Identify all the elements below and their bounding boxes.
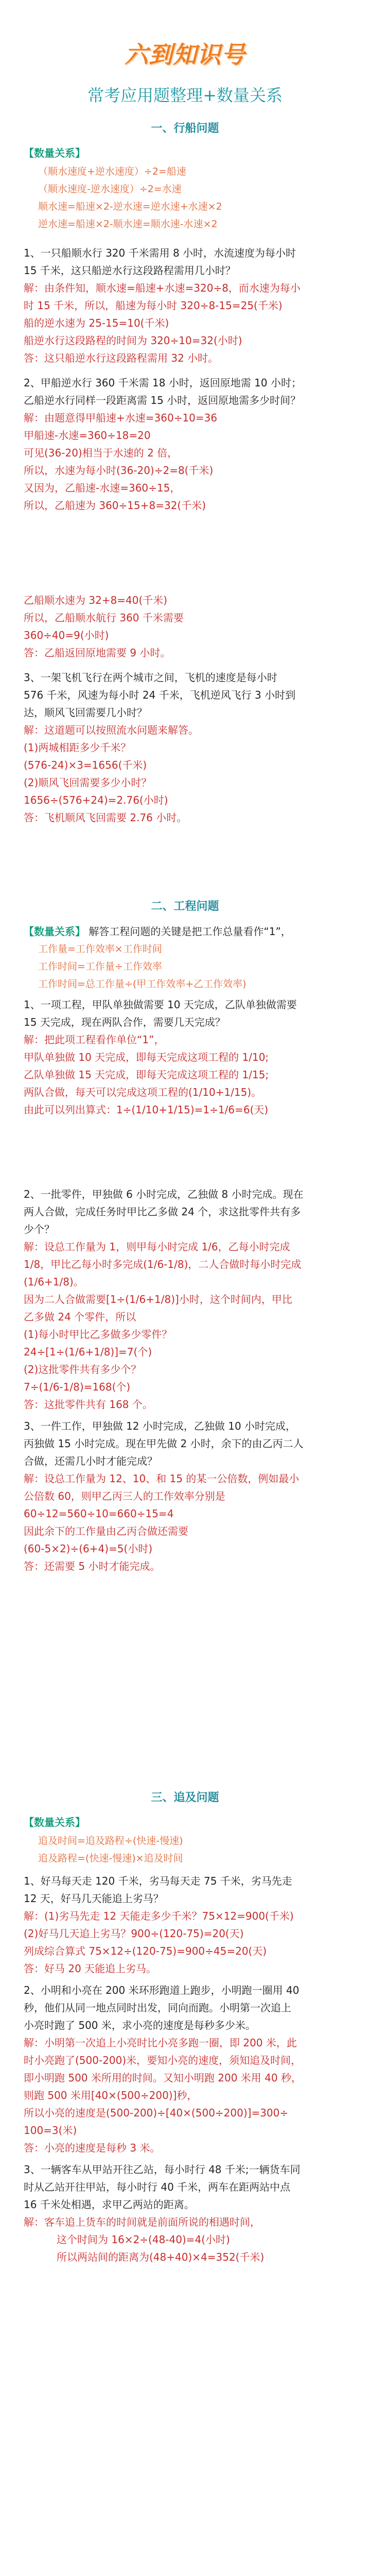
section-chase <box>24 1777 346 2266</box>
answer-line: 船逆水行这段路程的时间为 320÷10=32(小时) <box>24 334 242 347</box>
question-2 <box>24 1185 346 1238</box>
relation-line: （顺水速度-逆水速度）÷2=水速 <box>38 183 182 195</box>
answer-line: (1)每小时甲比乙多做多少零件？ <box>24 1328 172 1341</box>
answer-line: (1)两城相距多少千米？ <box>24 741 131 754</box>
answer-3 <box>24 1470 346 1575</box>
answer-line: 解：由条件知，顺水速=船速+水速=320÷8，而水速为每小 <box>24 282 301 294</box>
question-line: 1、一只船顺水行 320 千米需用 8 小时，水流速度为每小时 <box>24 247 296 259</box>
answer-line: 时 15 千米，所以，船速为每小时 320÷8-15=25(千米) <box>24 299 283 312</box>
answer-line: 所以，乙船速为 360÷15+8=32(千米) <box>24 499 206 512</box>
relation-line: 工作量=工作效率×工作时间 <box>38 943 162 955</box>
answer-line: 解：(1)劣马先走 12 天能走多少千米？75×12=900(千米) <box>24 1910 294 1922</box>
question-line: 秒，他们从同一地点同时出发，同向而跑。小明第一次追上 <box>24 2002 291 2014</box>
section-title-boat: 一、行船问题 <box>151 122 219 135</box>
answer-line: 答：还需要 5 小时才能完成。 <box>24 1560 161 1572</box>
answer-2 <box>24 409 346 514</box>
answer-line: 乙多做 24 个零件，所以 <box>24 1311 136 1323</box>
question-line: 3、一架飞机飞行在两个城市之间，飞机的速度是每小时 <box>24 671 277 684</box>
answer-1 <box>24 279 346 367</box>
relation-line: 工作时间=工作量÷工作效率 <box>38 961 162 972</box>
answer-line: 所以两站间的距离为(48+40)×4=352(千米) <box>57 2251 265 2263</box>
relation-tag: 【数量关系】 <box>24 147 85 159</box>
relation-line: （顺水速度+逆水速度）÷2=船速 <box>38 166 186 177</box>
answer-line: (2)好马几天追上劣马？900÷(120-75)=20(天) <box>24 1927 244 1940</box>
answer-line: (576-24)×3=1656(千米) <box>24 759 147 771</box>
question-line: 两人合做，完成任务时甲比乙多做 24 个，求这批零件共有多 <box>24 1206 301 1218</box>
relation-list <box>24 163 346 233</box>
answer-line: 列成综合算式 75×12÷(120-75)=900÷45=20(天) <box>24 1945 267 1957</box>
question-3 <box>24 669 346 721</box>
spacer <box>24 514 346 591</box>
answer-line: 100=3(米) <box>24 2124 77 2137</box>
answer-line: (2)顺风飞回需要多少小时？ <box>24 776 152 789</box>
answer-2 <box>24 1238 346 1413</box>
answer-line: 1/8，甲比乙每小时多完成(1/6-1/8)，二人合做时每小时完成 <box>24 1258 302 1270</box>
question-1 <box>24 1872 346 1907</box>
relation-list <box>24 1832 346 1867</box>
relation-line: 追及路程=(快速-慢速)×追及时间 <box>38 1853 183 1864</box>
relation-line: 工作时间=总工作量÷(甲工作效率+乙工作效率) <box>38 978 246 990</box>
answer-line: 由此可以列出算式：1÷(1/10+1/15)=1÷1/6=6(天) <box>24 1104 269 1116</box>
question-line: 合做，还需几小时才能完成？ <box>24 1455 157 1467</box>
answer-line: 两队合做，每天可以完成这项工程的(1/10+1/15)。 <box>24 1086 262 1098</box>
answer-line: (1/6+1/8)。 <box>24 1276 84 1288</box>
answer-line: 解：由题意得甲船速+水速=360÷10=36 <box>24 412 218 424</box>
answer-1 <box>24 1907 346 1977</box>
answer-line: 1656÷(576+24)=2.76(小时) <box>24 794 168 806</box>
answer-line: 公倍数 60，则甲乙丙三人的工作效率分别是 <box>24 1490 225 1502</box>
answer-line: 解：设总工作量为 12、10、和 15 的某一公倍数，例如最小 <box>24 1472 299 1485</box>
answer-1 <box>24 1031 346 1118</box>
answer-line: 则跑 500 米用[40×(500÷200)]秒， <box>24 2089 198 2102</box>
relation-tag: 【数量关系】 <box>24 925 85 938</box>
answer-line: 时小亮跑了(500-200)米，要知小亮的速度，须知追及时间， <box>24 2054 302 2066</box>
spacer <box>24 1118 346 1185</box>
answer-line: 所以小亮的速度是(500-200)÷[40×(500÷200)]=300÷ <box>24 2107 289 2119</box>
question-line: 乙船逆水行同样一段距离需 15 小时，返回原地需多少时间？ <box>24 394 301 406</box>
question-line: 16 千米处相遇，求甲乙两站的距离。 <box>24 2198 195 2211</box>
answer-line: 60÷12=560÷10=660÷15=4 <box>24 1507 174 1520</box>
question-line: 3、一辆客车从甲站开往乙站，每小时行 48 千米;一辆货车同 <box>24 2163 301 2176</box>
answer-line: 船的逆水速为 25-15=10(千米) <box>24 317 169 329</box>
question-line: 达，顺风飞回需要几小时？ <box>24 706 147 719</box>
relation-tag: 【数量关系】 <box>24 1816 85 1828</box>
question-line: 2、小明和小亮在 200 米环形跑道上跑步，小明跑一圈用 40 <box>24 1984 299 1996</box>
answer-line: 解：把此项工程看作单位“1”， <box>24 1033 165 1046</box>
answer-line: 又因为，乙船速-水速=360÷15， <box>24 482 181 494</box>
answer-line: 答：这批零件共有 168 个。 <box>24 1398 153 1411</box>
answer-line: 这个时间为 16×2÷(48-40)=4(小时) <box>57 2233 230 2246</box>
answer-line: 即小明跑 500 米所用的时间。又知小明跑 200 米用 40 秒， <box>24 2072 302 2084</box>
section-work <box>24 886 346 1575</box>
intro-text: 解答工程问题的关键是把工作总量看作“1”， <box>89 925 291 938</box>
relation-line: 顺水速=船速×2-逆水速=逆水速+水速×2 <box>38 201 222 212</box>
question-line: 1、一项工程，甲队单独做需要 10 天完成，乙队单独做需要 <box>24 998 297 1011</box>
question-1 <box>24 996 346 1031</box>
question-line: 2、一批零件，甲独做 6 小时完成，乙独做 8 小时完成。现在 <box>24 1188 304 1200</box>
section-boat <box>24 108 346 826</box>
answer-line: 乙船顺水速为 32+8=40(千米) <box>24 594 168 606</box>
answer-line: 7÷(1/6-1/8)=168(个) <box>24 1381 131 1393</box>
answer-line: 答：这只船逆水行这段路程需用 32 小时。 <box>24 352 219 364</box>
question-line: 1、好马每天走 120 千米，劣马每天走 75 千米，劣马先走 <box>24 1875 292 1887</box>
question-line: 15 千米，这只船逆水行这段路程需用几小时？ <box>24 264 236 277</box>
answer-line: 因此余下的工作量由乙丙合做还需要 <box>24 1525 188 1537</box>
answer-line: 答：乙船返回原地需要 9 小时。 <box>24 647 171 659</box>
answer-3 <box>24 721 346 826</box>
answer-line: 解：这道题可以按照流水问题来解答。 <box>24 724 199 736</box>
relation-line: 追及时间=追及路程÷(快速-慢速) <box>38 1835 183 1846</box>
question-2 <box>24 1981 346 2034</box>
question-line: 2、甲船逆水行 360 千米需 18 小时，返回原地需 10 小时； <box>24 377 302 389</box>
answer-line: (2)这批零件共有多少个？ <box>24 1363 142 1376</box>
question-3 <box>24 2161 346 2213</box>
question-line: 576 千米，风速为每小时 24 千米，飞机逆风飞行 3 小时到 <box>24 689 296 701</box>
question-line: 小亮时跑了 500 米，求小亮的速度是每秒多少米。 <box>24 2019 256 2031</box>
answer-line: 答：好马 20 天能追上劣马。 <box>24 1962 157 1975</box>
answer-line: 可见(36-20)相当于水速的 2 倍， <box>24 447 178 459</box>
question-line: 3、一件工作，甲独做 12 小时完成，乙独做 10 小时完成， <box>24 1420 296 1432</box>
answer-line: 解：客车追上货车的时间就是前面所说的相遇时间， <box>24 2216 260 2228</box>
page-title: 常考应用题整理+数量关系 <box>87 86 283 105</box>
section-title-work: 二、工程问题 <box>151 900 219 913</box>
answer-line: 解：设总工作量为 1，则甲每小时完成 1/6，乙每小时完成 <box>24 1241 290 1253</box>
answer-line: 甲队单独做 10 天完成，即每天完成这项工程的 1/10; <box>24 1051 269 1063</box>
question-1 <box>24 244 346 279</box>
relation-line: 逆水速=船速×2-顺水速=顺水速-水速×2 <box>38 218 218 230</box>
brand-logo: 六到知识号 <box>125 41 245 69</box>
answer-3 <box>24 2213 346 2266</box>
question-line: 12 天，好马几天能追上劣马？ <box>24 1892 164 1905</box>
answer-line: 答：飞机顺风飞回需要 2.76 小时。 <box>24 811 187 824</box>
question-3 <box>24 1417 346 1470</box>
question-line: 丙独做 15 小时完成。现在甲先做 2 小时，余下的由乙丙二人 <box>24 1437 304 1450</box>
answer-line: 所以，水速为每小时(36-20)÷2=8(千米) <box>24 464 214 477</box>
answer-line: 因为二人合做需要[1÷(1/6+1/8)]小时，这个时间内，甲比 <box>24 1293 292 1306</box>
answer-line: 甲船速-水速=360÷18=20 <box>24 429 151 442</box>
answer-line: 360÷40=9(小时) <box>24 629 109 641</box>
answer-line: 乙队单独做 15 天完成，即每天完成这项工程的 1/15; <box>24 1069 269 1081</box>
answer-line: (60-5×2)÷(6+4)=5(小时) <box>24 1543 153 1555</box>
answer-2-continued <box>24 591 346 662</box>
relation-list <box>24 940 346 993</box>
question-line: 少个？ <box>24 1223 55 1235</box>
section-title-chase: 三、追及问题 <box>151 1791 219 1804</box>
question-line: 时从乙站开往甲站，每小时行 40 千米，两车在距两站中点 <box>24 2181 291 2193</box>
question-line: 15 天完成，现在两队合作，需要几天完成？ <box>24 1016 225 1028</box>
answer-2 <box>24 2034 346 2157</box>
question-2 <box>24 374 346 409</box>
answer-line: 所以，乙船顺水航行 360 千米需要 <box>24 612 184 624</box>
answer-line: 24÷[1÷(1/6+1/8)]=7(个) <box>24 1346 152 1358</box>
answer-line: 解：小明第一次追上小亮时比小亮多跑一圈，即 200 米，此 <box>24 2037 297 2049</box>
answer-line: 答：小亮的速度是每秒 3 米。 <box>24 2142 161 2154</box>
